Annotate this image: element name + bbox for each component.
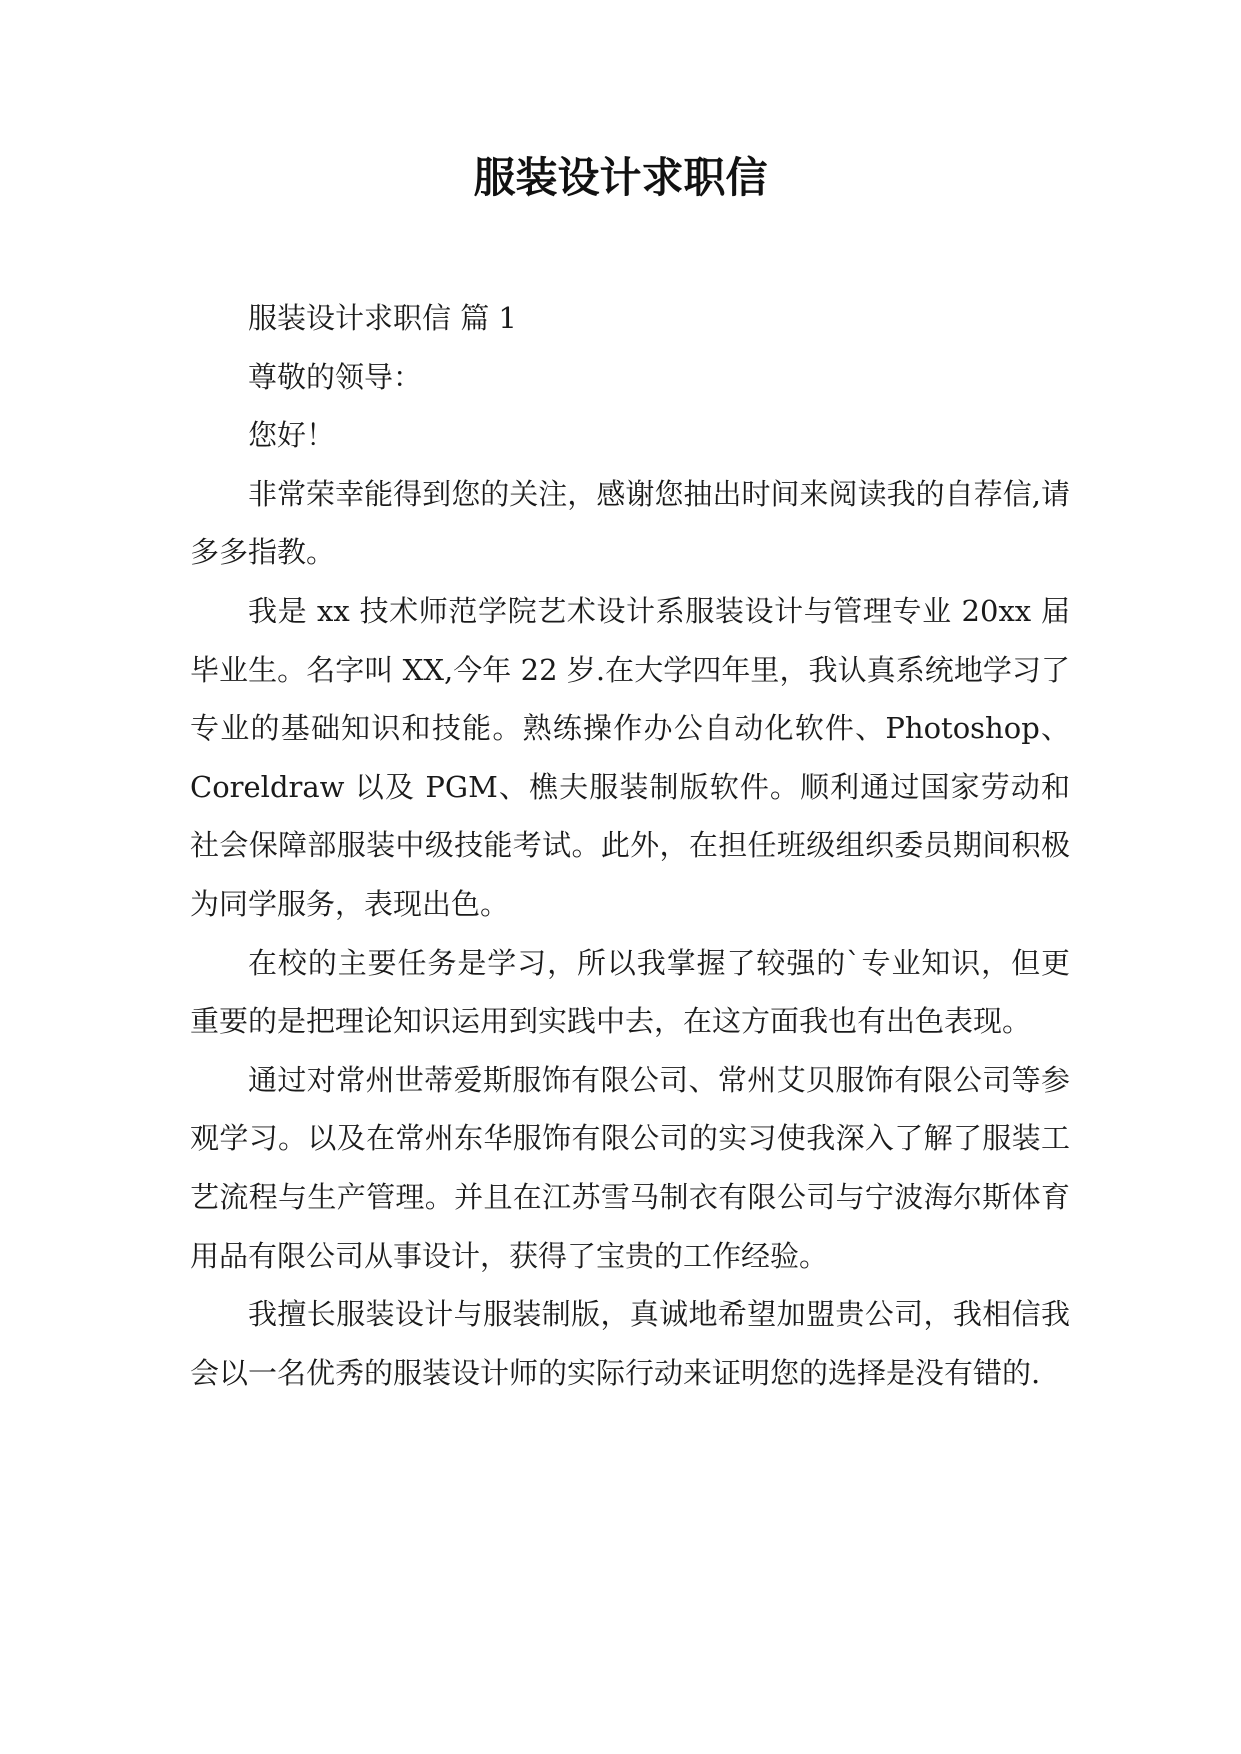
section-heading: 服装设计求职信 篇 1	[248, 301, 517, 335]
paragraph: 在校的主要任务是学习，所以我掌握了较强的`专业知识，但更重要的是把理论知识运用到实践中去，在这方面我也有出色表现。	[190, 945, 1070, 1039]
salutation: 尊敬的领导：	[248, 359, 423, 394]
greeting: 您好！	[248, 418, 336, 453]
paragraph: 我是 xx 技术师范学院艺术设计系服装设计与管理专业 20xx 届毕业生。名字叫 XX,今年 22 岁.在大学四年里，我认真系统地学习了专业的基础知识和技能。熟练操作办公自动化软件、Photoshop、Coreldraw 以及 PGM、樵夫服装制版软件。顺利通过国家劳动和社会保障部服装中级技能考试。此外，在担任班级组织委员期间积极为同学服务，表现出色。	[190, 593, 1070, 921]
paragraph: 通过对常州世蒂爱斯服饰有限公司、常州艾贝服饰有限公司等参观学习。以及在常州东华服饰有限公司的实习使我深入了解了服装工艺流程与生产管理。并且在江苏雪马制衣有限公司与宁波海尔斯体育用品有限公司从事设计，获得了宝贵的工作经验。	[190, 1062, 1070, 1273]
document-title: 服装设计求职信	[473, 153, 768, 202]
letter-body	[190, 289, 1070, 1402]
paragraph: 非常荣幸能得到您的关注，感谢您抽出时间来阅读我的自荐信,请多多指教。	[190, 476, 1070, 570]
paragraph: 我擅长服装设计与服装制版，真诚地希望加盟贵公司，我相信我会以一名优秀的服装设计师的实际行动来证明您的选择是没有错的.	[190, 1297, 1070, 1390]
